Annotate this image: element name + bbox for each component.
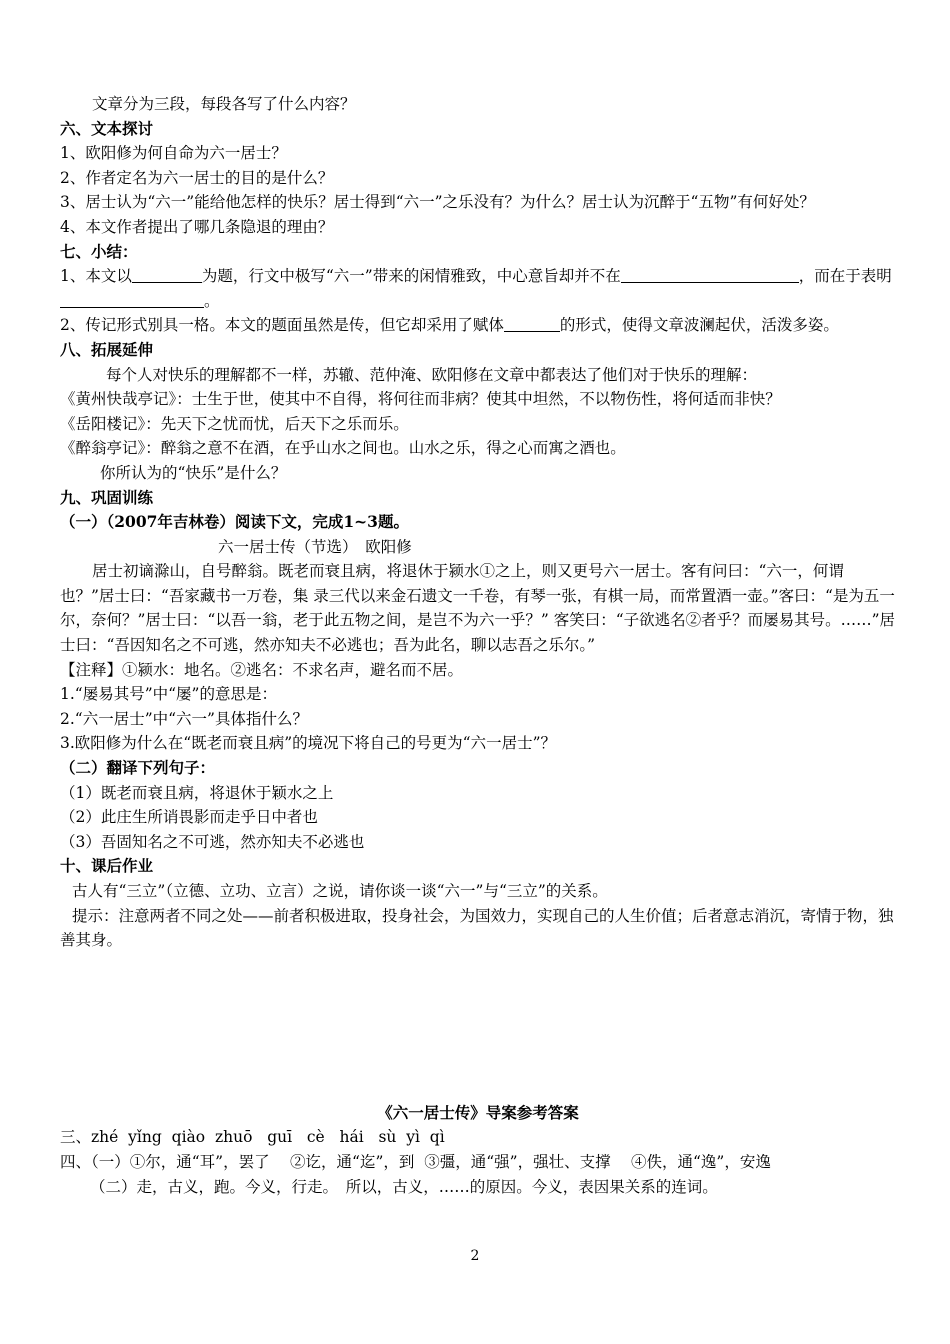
blank-line	[60, 291, 204, 308]
question: （2）此庄生所诮畏影而走乎日中者也	[60, 808, 318, 827]
quote-line: 《岳阳楼记》：先天下之忧而忧，后天下之乐而乐。	[60, 414, 409, 433]
section-heading: 八、拓展延伸	[60, 339, 154, 359]
answer-line: （二）走，古义，跑。今义，行走。 所以，古义，……的原因。今义，表因果关系的连词。	[90, 1177, 718, 1196]
blank-line	[621, 266, 799, 283]
question: 2.“六一居士”中“六一”具体指什么？	[60, 709, 308, 728]
answer-line: 四、（一）①尔，通“耳”，罢了 ②讫，通“迄”，到 ③彊，通“强”，强壮、支撑 ④佚，通“逸”，安逸	[60, 1152, 771, 1171]
question: 3、居士认为“六一”能给他怎样的快乐？居士得到“六一”之乐没有？为什么？居士认为沉醉于“五物”有何好处？	[60, 193, 815, 212]
annotation: 【注释】①颍水：地名。②逃名：不求名声，避名而不居。	[60, 660, 464, 679]
section-heading: 六、文本探讨	[60, 118, 154, 138]
question: （3）吾固知名之不可逃，然亦知夫不必逃也	[60, 832, 365, 851]
text-line: 古人有“三立”（立德、立功、立言）之说，请你谈一谈“六一”与“三立”的关系。	[72, 882, 608, 900]
question: （1）既老而衰且病，将退休于颖水之上	[60, 783, 334, 802]
hint-text: 提示：注意两者不同之处——前者积极进取，投身社会，为国效力，实现自己的人生价值；后者意志消沉，寄情于物，独善其身。	[60, 906, 894, 950]
quote-line: 《黄州快哉亭记》：士生于世，使其中不自得，将何往而非病？使其中坦然，不以物伤性，将何适而非快？	[60, 390, 781, 409]
section-heading: 七、小结：	[60, 241, 138, 261]
question: 1.“屡易其号”中“屡”的意思是：	[60, 685, 277, 704]
document-page	[60, 92, 896, 1199]
blank-line	[504, 315, 560, 332]
question: 3.欧阳修为什么在“既老而衰且病”的境况下将自己的号更为“六一居士”？	[60, 734, 556, 753]
question: 1、欧阳修为何自命为六一居士？	[60, 144, 287, 163]
page-number: 2	[470, 1248, 480, 1264]
summary-item-2: 2、传记形式别具一格。本文的题面虽然是传，但它却采用了赋体 的形式，使得文章波澜起伏，活泼多姿。	[60, 316, 839, 335]
subsection-heading: （一）（2007年吉林卷）阅读下文，完成1~3题。	[60, 512, 409, 532]
summary-item-1: 1、本文以 为题，行文中极写“六一”带来的闲情雅致，中心意旨却并不在 ，而在于表明 。	[60, 267, 892, 310]
question: 2、作者定名为六一居士的目的是什么？	[60, 168, 334, 187]
passage-text: 居士初谪滁山，自号醉翁。既老而衰且病，将退休于颍水①之上，则又更号六一居士。客有问曰：“六一，何谓也？”居士曰：“吾家藏书一万卷，集 录三代以来金石遗文一千卷，有琴一张，有棋一局，而常置酒一壶。”客曰：“是为五一尔，奈何？”居士曰：“以吾一翁，老于此五物之间，是岂不为六一乎？” 客笑曰：“子欲逃名②者乎？而屡易其号。……”居士曰：“吾因知名之不可逃，然亦知夫不必逃也；吾为此名，聊以志吾之乐尔。”	[60, 562, 896, 655]
section-heading: 九、巩固训练	[60, 487, 154, 507]
section-heading: 十、课后作业	[60, 856, 154, 876]
blank-space	[60, 953, 896, 1101]
answer-title: 《六一居士传》导案参考答案	[377, 1102, 579, 1122]
passage-title: 六一居士传（节选） 欧阳修	[218, 537, 412, 556]
text-line: 你所认为的“快乐”是什么？	[100, 463, 287, 482]
text-line: 文章分为三段，每段各写了什么内容？	[92, 95, 356, 113]
text-line: 每个人对快乐的理解都不一样，苏辙、范仲淹、欧阳修在文章中都表达了他们对于快乐的理解：	[106, 365, 758, 384]
subsection-heading: （二）翻译下列句子：	[60, 758, 216, 778]
blank-line	[132, 266, 202, 283]
answer-line: 三、zhé yǐng qiào zhuō guī cè hái sù yì qì	[60, 1128, 445, 1147]
question: 4、本文作者提出了哪几条隐退的理由？	[60, 217, 334, 236]
quote-line: 《醉翁亭记》：醉翁之意不在酒，在乎山水之间也。山水之乐，得之心而寓之酒也。	[60, 439, 626, 458]
